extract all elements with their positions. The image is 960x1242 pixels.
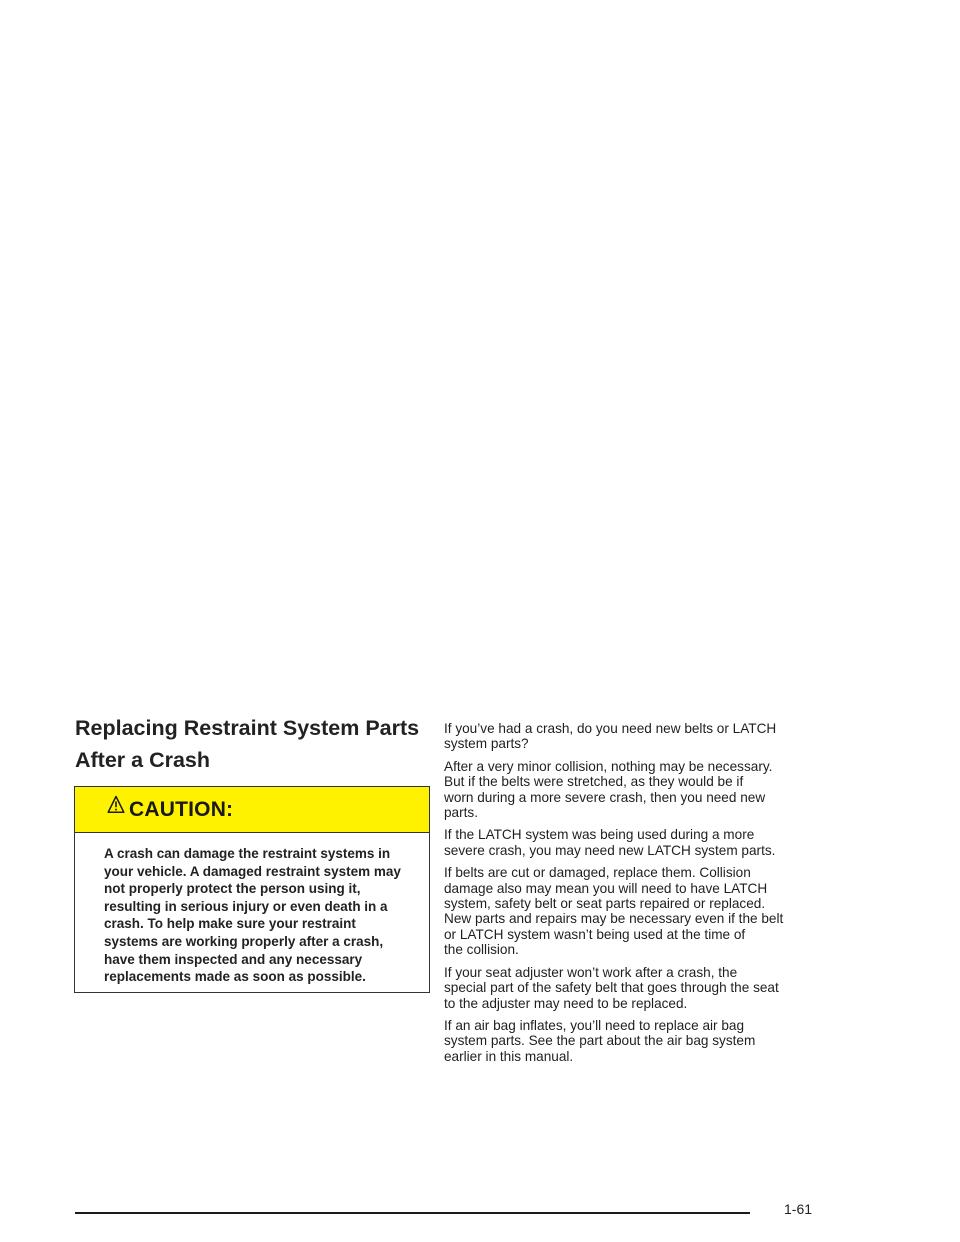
text-line: system, safety belt or seat parts repaired or replaced. bbox=[444, 896, 766, 912]
text-line: earlier in this manual. bbox=[444, 1048, 574, 1064]
paragraph-belts-damaged bbox=[444, 865, 824, 957]
caution-text bbox=[75, 833, 429, 986]
text-line: system parts. See the part about the air bag system bbox=[444, 1033, 756, 1049]
text-line: severe crash, you may need new LATCH system parts. bbox=[444, 842, 776, 858]
paragraph-minor-collision bbox=[444, 759, 824, 821]
text-line: After a very minor collision, nothing may be necessary. bbox=[444, 758, 773, 774]
body-text-column bbox=[444, 721, 824, 1071]
section-title bbox=[75, 712, 435, 776]
text-line: If you’ve had a crash, do you need new belts or LATCH bbox=[444, 721, 777, 736]
paragraph-air-bag bbox=[444, 1018, 824, 1064]
caution-line: have them inspected and any necessary bbox=[104, 951, 363, 967]
caution-line: crash. To help make sure your restraint bbox=[104, 916, 356, 932]
warning-triangle-icon bbox=[107, 795, 125, 814]
text-line: If your seat adjuster won’t work after a crash, the bbox=[444, 964, 738, 980]
paragraph-crash-question bbox=[444, 721, 824, 752]
caution-line: not properly protect the person using it, bbox=[104, 881, 361, 897]
text-line: to the adjuster may need to be replaced. bbox=[444, 995, 688, 1011]
caution-line: your vehicle. A damaged restraint system may bbox=[104, 863, 401, 879]
text-line: worn during a more severe crash, then you need new bbox=[444, 789, 766, 805]
caution-line: systems are working properly after a crash, bbox=[104, 933, 384, 949]
paragraph-latch-system bbox=[444, 827, 824, 858]
section-title-line-2: After a Crash bbox=[75, 748, 211, 772]
text-line: New parts and repairs may be necessary even if the belt bbox=[444, 911, 784, 927]
text-line: system parts? bbox=[444, 736, 529, 752]
caution-box bbox=[74, 786, 430, 993]
text-line: parts. bbox=[444, 805, 478, 821]
text-line: the collision. bbox=[444, 942, 519, 958]
text-line: damage also may mean you will need to have LATCH bbox=[444, 880, 768, 896]
text-line: If belts are cut or damaged, replace them. Collision bbox=[444, 865, 751, 881]
caution-line: replacements made as soon as possible. bbox=[104, 969, 366, 985]
text-line: If an air bag inflates, you’ll need to replace air bag bbox=[444, 1017, 745, 1033]
text-line: But if the belts were stretched, as they would be if bbox=[444, 774, 744, 790]
text-line: If the LATCH system was being used during a more bbox=[444, 827, 755, 843]
paragraph-seat-adjuster bbox=[444, 965, 824, 1011]
footer-rule bbox=[75, 1212, 750, 1214]
section-title-line-1: Replacing Restraint System Parts bbox=[75, 716, 420, 740]
caution-label: CAUTION: bbox=[129, 797, 234, 821]
caution-header bbox=[75, 787, 429, 833]
page-number: 1-61 bbox=[784, 1201, 813, 1217]
caution-line: resulting in serious injury or even death in a bbox=[104, 898, 388, 914]
text-line: or LATCH system wasn’t being used at the time of bbox=[444, 926, 746, 942]
text-line: special part of the safety belt that goes through the seat bbox=[444, 980, 779, 996]
caution-line: A crash can damage the restraint systems in bbox=[104, 846, 391, 861]
